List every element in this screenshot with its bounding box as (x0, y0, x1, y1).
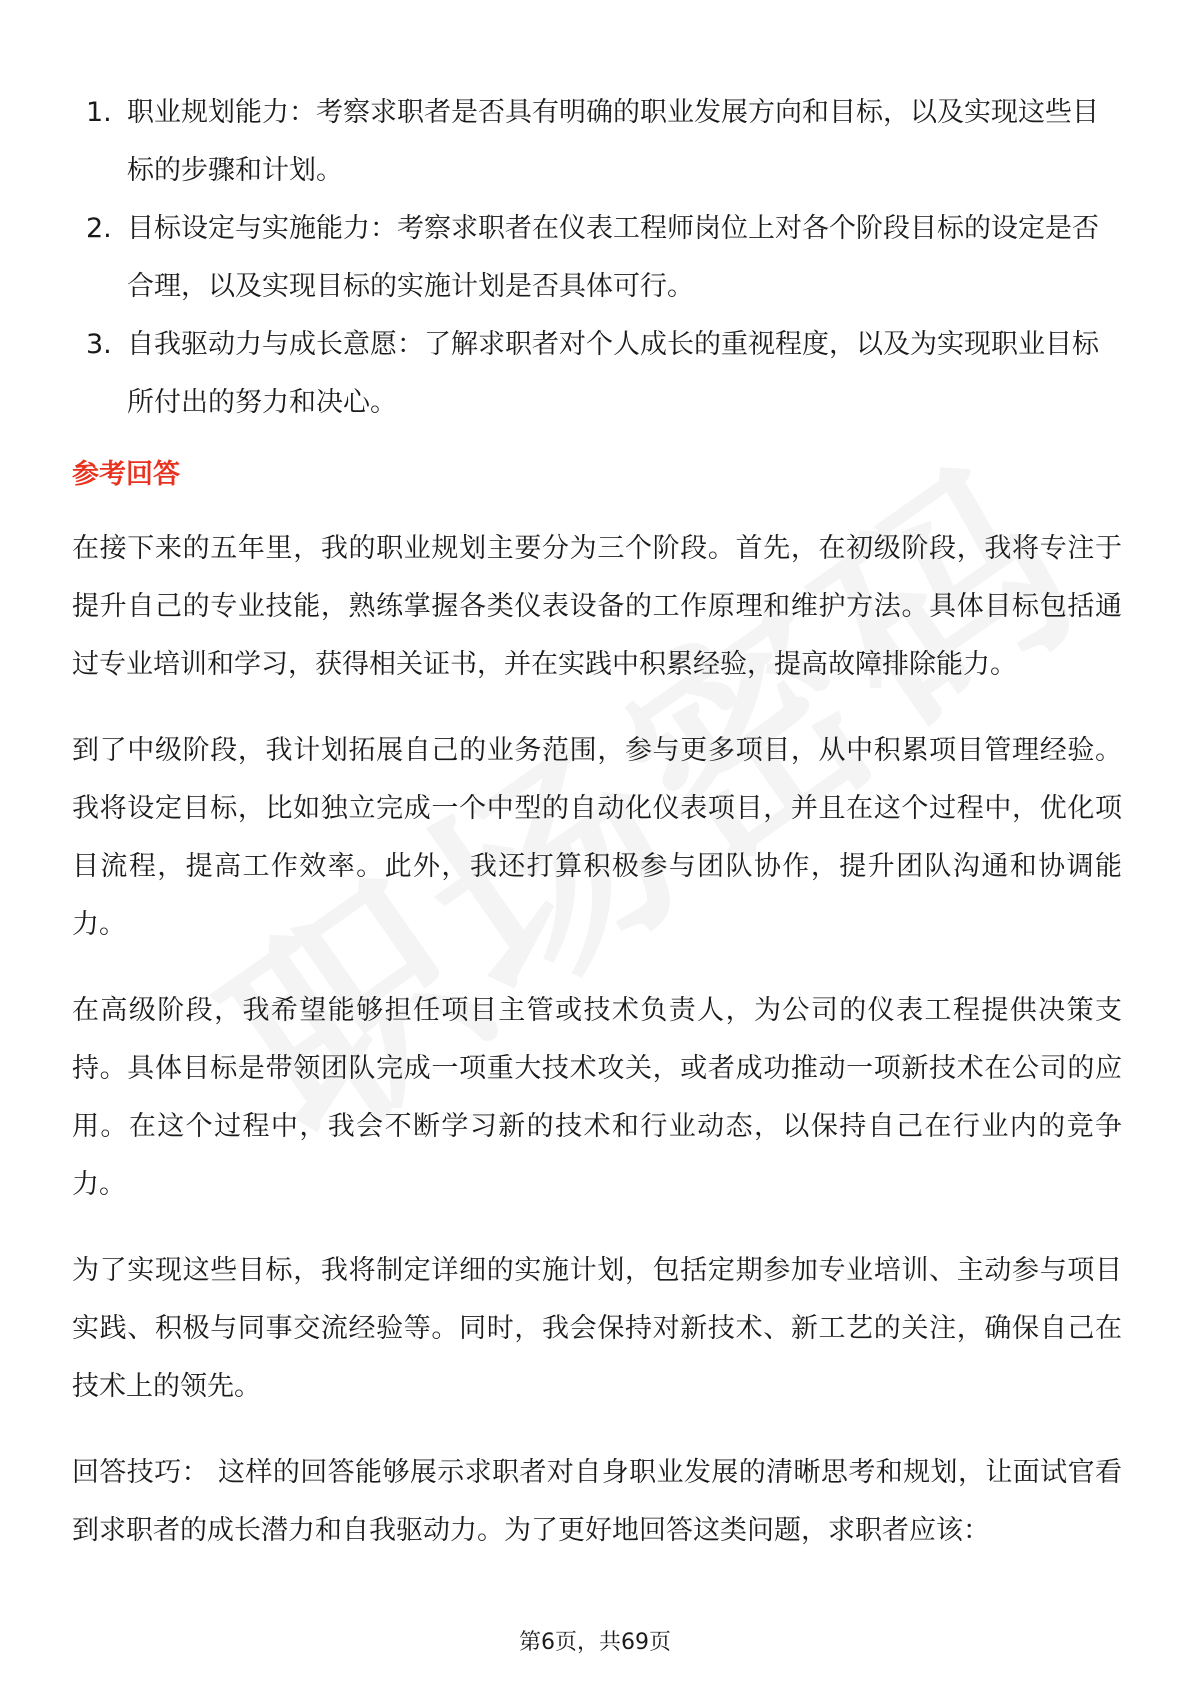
list-item-text: 目标设定与实施能力：考察求职者在仪表工程师岗位上对各个阶段目标的设定是否合理，以及实现目标的实施计划是否具体可行。 (127, 213, 1099, 302)
list-item-number: 3. (86, 329, 112, 360)
answer-paragraph: 到了中级阶段，我计划拓展自己的业务范围，参与更多项目，从中积累项目管理经验。我将设定目标，比如独立完成一个中型的自动化仪表项目，并且在这个过程中，优化项目流程，提高工作效率。此外，我还打算积极参与团队协作，提升团队沟通和协调能力。 (72, 735, 1122, 940)
tips-paragraph: 回答技巧： 这样的回答能够展示求职者对自身职业发展的清晰思考和规划，让面试官看到求职者的成长潜力和自我驱动力。为了更好地回答这类问题，求职者应该： (72, 1457, 1122, 1546)
page-number-footer: 第6页，共69页 (519, 1630, 671, 1655)
list-item (72, 84, 1122, 200)
list-item-number: 2. (86, 213, 112, 244)
list-item-number: 1. (86, 97, 112, 128)
criteria-list (72, 84, 1122, 432)
answer-paragraph: 在高级阶段，我希望能够担任项目主管或技术负责人，为公司的仪表工程提供决策支持。具体目标是带领团队完成一项重大技术攻关，或者成功推动一项新技术在公司的应用。在这个过程中，我会不断学习新的技术和行业动态，以保持自己在行业内的竞争力。 (72, 995, 1122, 1200)
page-content (72, 84, 1122, 1588)
answer-paragraph: 为了实现这些目标，我将制定详细的实施计划，包括定期参加专业培训、主动参与项目实践、积极与同事交流经验等。同时，我会保持对新技术、新工艺的关注，确保自己在技术上的领先。 (72, 1255, 1122, 1402)
answer-paragraph: 在接下来的五年里，我的职业规划主要分为三个阶段。首先，在初级阶段，我将专注于提升自己的专业技能，熟练掌握各类仪表设备的工作原理和维护方法。具体目标包括通过专业培训和学习，获得相关证书，并在实践中积累经验，提高故障排除能力。 (72, 533, 1122, 680)
list-item (72, 316, 1122, 432)
list-item-text: 职业规划能力：考察求职者是否具有明确的职业发展方向和目标，以及实现这些目标的步骤和计划。 (127, 97, 1099, 186)
list-item-text: 自我驱动力与成长意愿：了解求职者对个人成长的重视程度，以及为实现职业目标所付出的努力和决心。 (127, 329, 1099, 418)
answer-heading: 参考回答 (72, 459, 180, 490)
list-item (72, 200, 1122, 316)
